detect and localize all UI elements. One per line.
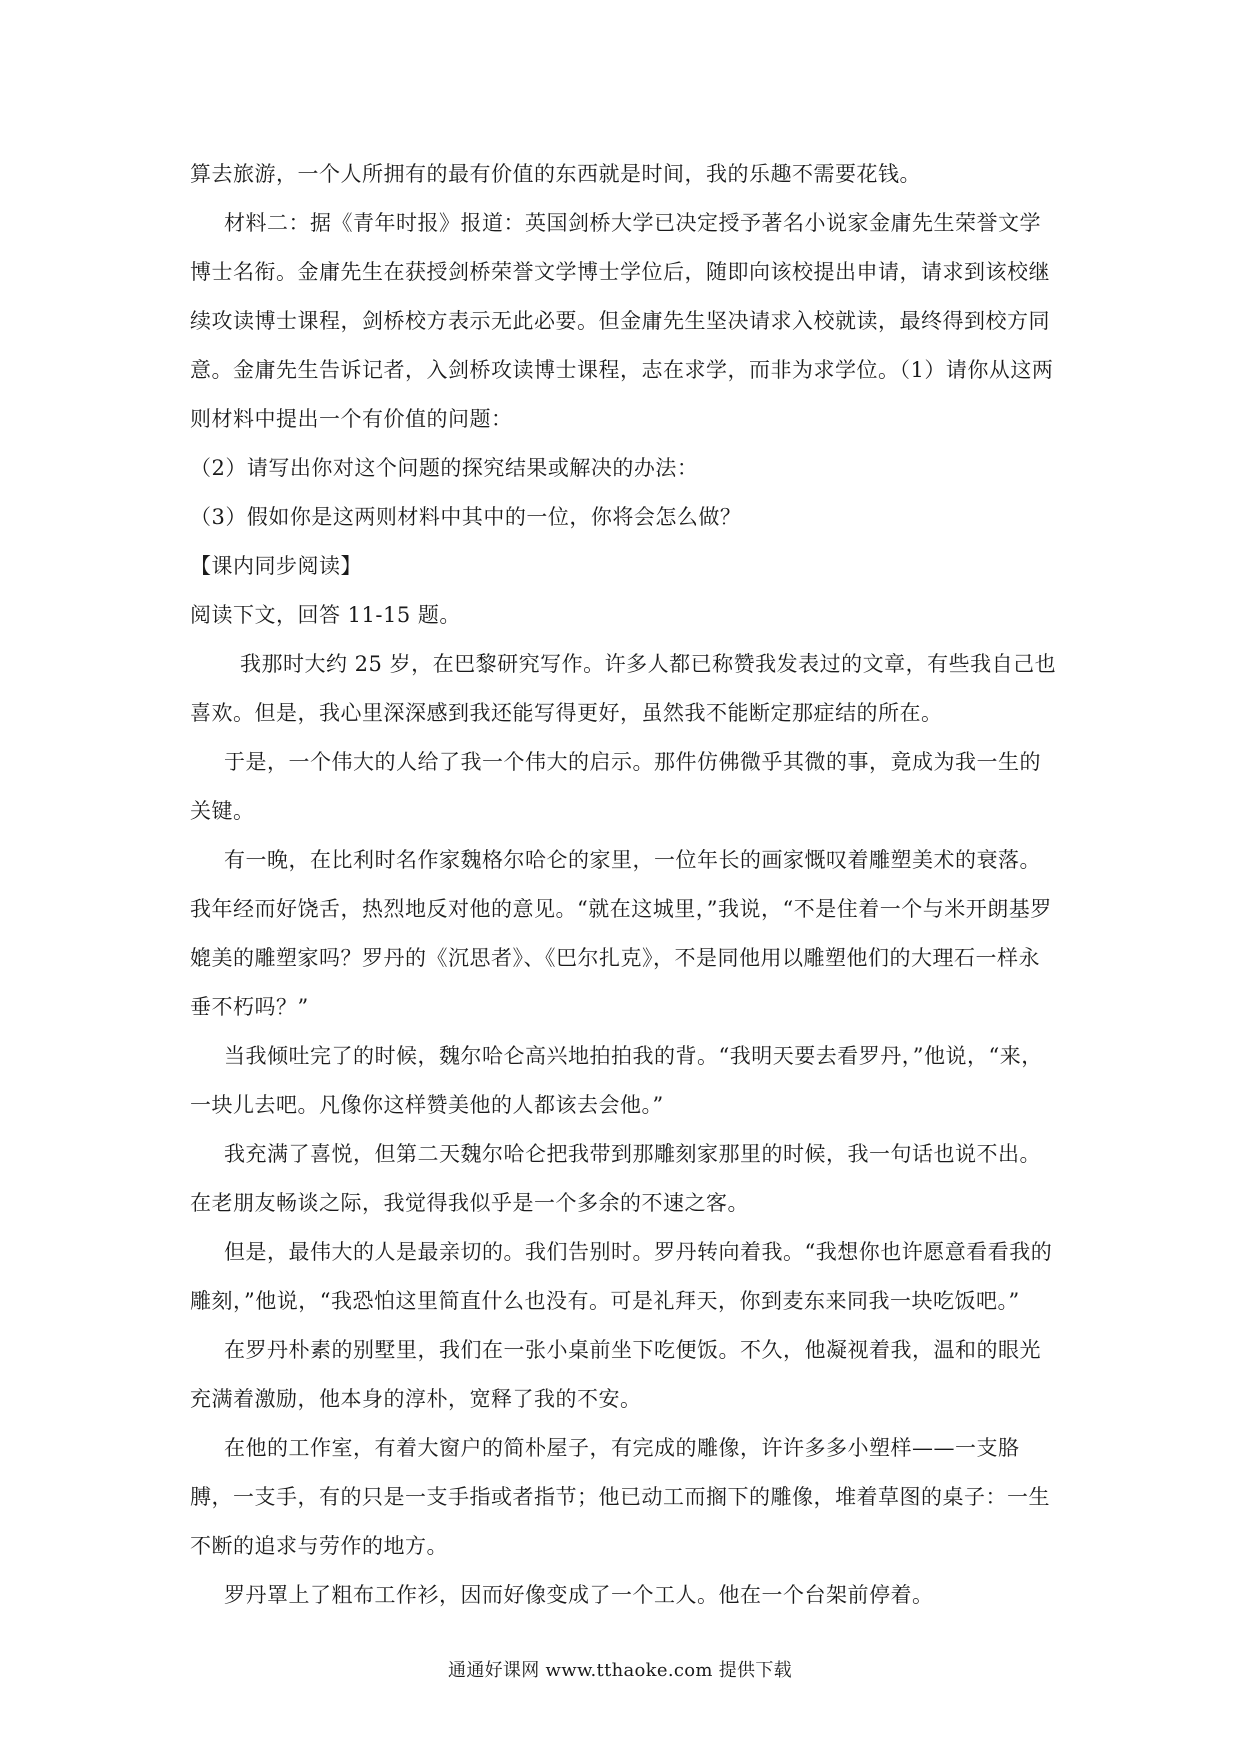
story-paragraph: 但是，最伟大的人是最亲切的。我们告别时。罗丹转向着我。“我想你也许愿意看看我的雕刻，”他说，“我恐怕这里简直什么也没有。可是礼拜天，你到麦东来同我一块吃饭吧。” (190, 1240, 1053, 1313)
story-paragraph: 我那时大约 25 岁，在巴黎研究写作。许多人都已称赞我发表过的文章，有些我自己也喜欢。但是，我心里深深感到我还能写得更好，虽然我不能断定那症结的所在。 (190, 652, 1057, 725)
story-paragraph: 当我倾吐完了的时候，魏尔哈仑高兴地拍拍我的背。“我明天要去看罗丹，”他说，“来，一块儿去吧。凡像你这样赞美他的人都该去会他。” (190, 1044, 1043, 1117)
document-body (190, 150, 1058, 1620)
story-paragraph: 在罗丹朴素的别墅里，我们在一张小桌前坐下吃便饭。不久，他凝视着我，温和的眼光充满着激励，他本身的淳朴，宽释了我的不安。 (190, 1338, 1041, 1411)
story-paragraph: 有一晚，在比利时名作家魏格尔哈仑的家里，一位年长的画家慨叹着雕塑美术的衰落。我年经而好饶舌，热烈地反对他的意见。“就在这城里，”我说，“不是住着一个与米开朗基罗媲美的雕塑家吗？罗丹的《沉思者》、《巴尔扎克》，不是同他用以雕塑他们的大理石一样永垂不朽吗？” (190, 848, 1052, 1019)
question-3: （3）假如你是这两则材料中其中的一位，你将会怎么做？ (190, 505, 742, 529)
story-paragraph: 在他的工作室，有着大窗户的简朴屋子，有完成的雕像，许许多多小塑样——一支胳膊，一支手，有的只是一支手指或者指节；他已动工而搁下的雕像，堆着草图的桌子：一生不断的追求与劳作的地方。 (190, 1436, 1050, 1558)
story-paragraph: 我充满了喜悦，但第二天魏尔哈仑把我带到那雕刻家那里的时候，我一句话也说不出。在老朋友畅谈之际，我觉得我似乎是一个多余的不速之客。 (190, 1142, 1041, 1215)
paragraph-continuation: 算去旅游，一个人所拥有的最有价值的东西就是时间，我的乐趣不需要花钱。 (190, 162, 921, 186)
section-heading: 【课内同步阅读】 (190, 554, 362, 578)
reading-instruction: 阅读下文，回答 11-15 题。 (190, 603, 461, 627)
paragraph-material-two: 材料二：据《青年时报》报道：英国剑桥大学已决定授予著名小说家金庸先生荣誉文学博士名衔。金庸先生在获授剑桥荣誉文学博士学位后，随即向该校提出申请，请求到该校继续攻读博士课程，剑桥校方表示无此必要。但金庸先生坚决请求入校就读，最终得到校方同意。金庸先生告诉记者，入剑桥攻读博士课程，志在求学，而非为求学位。（1）请你从这两则材料中提出一个有价值的问题： (190, 211, 1054, 431)
story-paragraph: 于是，一个伟大的人给了我一个伟大的启示。那件仿佛微乎其微的事，竟成为我一生的关键。 (190, 750, 1041, 823)
page-footer: 通通好课网 www.tthaoke.com 提供下载 (448, 1660, 792, 1681)
story-paragraph: 罗丹罩上了粗布工作衫，因而好像变成了一个工人。他在一个台架前停着。 (224, 1583, 934, 1607)
question-2: （2）请写出你对这个问题的探究结果或解决的办法： (190, 456, 699, 480)
